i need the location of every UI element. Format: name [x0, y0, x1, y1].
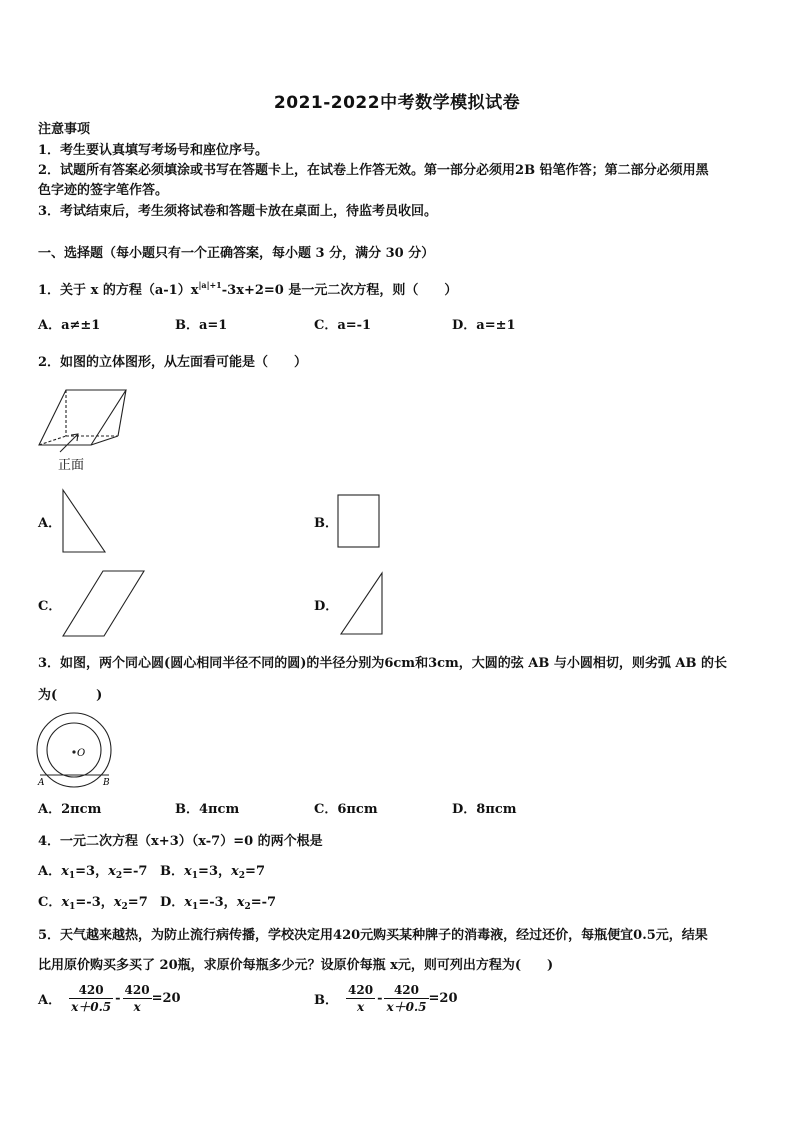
q1-option-d: D．a=±1	[452, 318, 516, 333]
front-label: 正面	[58, 458, 85, 473]
q2-option-a: A．	[38, 516, 62, 531]
q2-option-b-figure	[336, 493, 382, 551]
solid-front-face	[39, 390, 126, 445]
question-5-stem-line1: 5．天气越来越热，为防止流行病传播，学校决定用420元购买某种牌子的消毒液，经过还价，每瓶便宜0.5元，结果	[38, 928, 708, 943]
q3-option-c: C．6πcm	[314, 802, 378, 817]
q3-option-d: D．8πcm	[452, 802, 517, 817]
q3-option-b: B．4πcm	[175, 802, 240, 817]
q2-solid-figure	[34, 382, 144, 474]
note-item-3: 3．考试结束后，考生须将试卷和答题卡放在桌面上，待监考员收回。	[38, 204, 438, 219]
small-circle	[47, 723, 101, 777]
center-point	[72, 750, 75, 753]
note-item-2: 2．试题所有答案必须填涂或书写在答题卡上，在试卷上作答无效。第一部分必须用2B 铅笔作答；第二部分必须用黑	[38, 163, 709, 178]
q2-option-b: B．	[314, 516, 338, 531]
document-title: 2021-2022中考数学模拟试卷	[273, 93, 521, 113]
q3-concentric-circles-figure	[34, 712, 120, 788]
question-4-stem: 4．一元二次方程（x+3）（x-7）=0 的两个根是	[38, 834, 323, 849]
large-circle	[37, 713, 111, 787]
q5-option-a: A． $\frac{420}{x+0.5}$ - $\frac{420}{x}$ =20	[38, 983, 181, 1014]
q1-option-a: A．a≠±1	[38, 318, 101, 333]
question-3-stem-line1: 3．如图，两个同心圆(圆心相同半径不同的圆)的半径分别为6cm和3cm，大圆的弦 AB 与小圆相切，则劣弧 AB 的长	[38, 656, 728, 671]
note-item-1: 1．考生要认真填写考场号和座位序号。	[38, 143, 269, 158]
q4-option-c: C．$x_1=-3$，$x_2=7$	[38, 895, 148, 912]
q1-pre: 1．关于 x 的方程（a-1）x	[38, 283, 199, 298]
q1-exponent: |a|+1	[198, 280, 222, 290]
q2-option-c: C．	[38, 599, 62, 614]
q4-option-b: B．$x_1=3$，$x_2=7$	[160, 864, 265, 881]
q2-option-c-figure	[60, 568, 148, 640]
q2-option-a-figure	[60, 488, 110, 556]
q1-post: -3x+2=0 是一元二次方程，则（ ）	[221, 283, 458, 298]
note-item-2-cont: 色字迹的签字笔作答。	[38, 183, 169, 198]
label-b: B	[103, 778, 110, 788]
section-heading: 一、选择题（每小题只有一个正确答案，每小题 3 分，满分 30 分）	[38, 246, 435, 261]
q4-option-d: D．$x_1=-3$，$x_2=-7$	[160, 895, 277, 912]
q2-option-d-figure	[338, 570, 386, 638]
q3-option-a: A．2πcm	[38, 802, 102, 817]
question-5-stem-line2: 比用原价购买多买了 20瓶，求原价每瓶多少元？设原价每瓶 x元，则可列出方程为( )	[38, 958, 554, 973]
notes-heading: 注意事项	[38, 122, 91, 137]
label-o: O	[77, 748, 86, 759]
q5-option-b: B． $\frac{420}{x}$ - $\frac{420}{x+0.5}$ =20	[314, 983, 458, 1014]
q1-option-b: B．a=1	[175, 318, 228, 333]
q4-option-a: A．$x_1=3$，$x_2=-7$	[38, 864, 148, 881]
question-2-stem: 2．如图的立体图形，从左面看可能是（ ）	[38, 355, 308, 370]
question-3-stem-line2: 为( )	[38, 688, 103, 703]
label-a: A	[38, 778, 45, 788]
q2-option-d: D．	[314, 599, 339, 614]
question-1-stem	[38, 275, 457, 301]
q1-option-c: C．a=-1	[314, 318, 372, 333]
